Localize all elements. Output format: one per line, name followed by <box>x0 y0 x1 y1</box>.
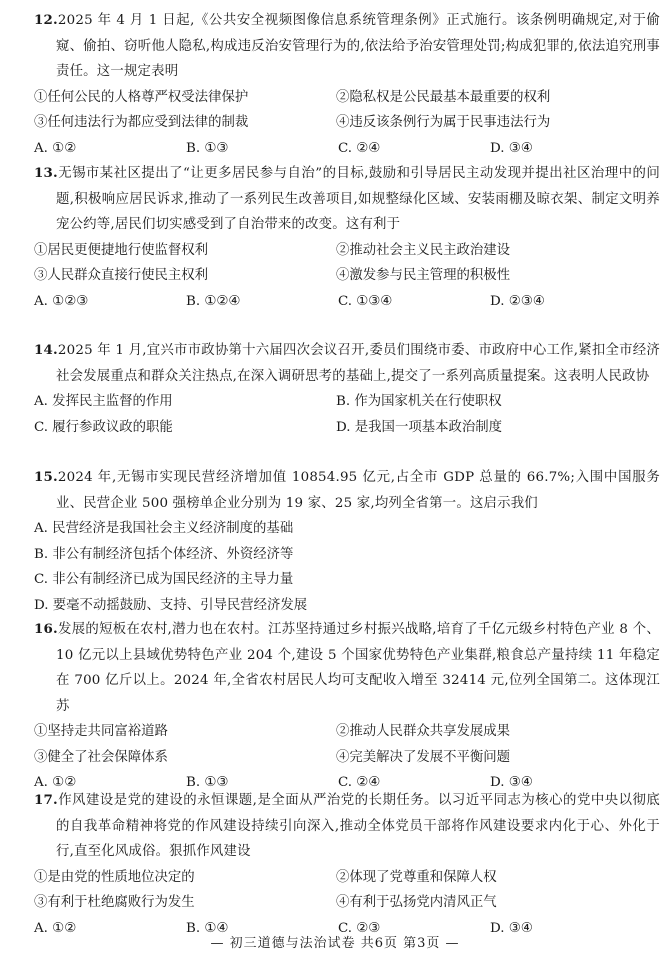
choice-a: A. ①② <box>34 140 77 156</box>
choice-b: B. ①④ <box>186 920 229 936</box>
statement-row <box>34 719 660 745</box>
question-13 <box>34 161 660 314</box>
choice-c: C. 履行参政议政的职能 <box>34 419 173 435</box>
choice-c: C. ①③④ <box>338 293 393 309</box>
choice-a: A. ①②③ <box>34 293 89 309</box>
choice-b: B. 作为国家机关在行使职权 <box>336 394 502 409</box>
question-16 <box>34 617 660 796</box>
choice-c: C. ②④ <box>338 140 381 156</box>
question-stem: 17.作风建设是党的建设的永恒课题,是全面从严治党的长期任务。以习近平同志为核心的党中央以彻底的自我革命精神将党的作风建设持续引向深入,推动全体党员干部将作风建设要求内化于心、外化于行,直至化风成俗。狠抓作风建设 <box>34 792 660 859</box>
statement: ③任何违法行为都应受到法律的制裁 <box>34 115 249 130</box>
choice-c: C. 非公有制经济已成为国民经济的主导力量 <box>34 572 294 587</box>
choice-d: D. 是我国一项基本政治制度 <box>336 419 503 435</box>
question-14 <box>34 338 660 440</box>
page-footer: — 初三道德与法治试卷 共6页 第3页 — <box>210 936 460 951</box>
statement: ②隐私权是公民最基本最重要的权利 <box>336 89 551 105</box>
statement: ①任何公民的人格尊严权受法律保护 <box>34 89 249 105</box>
question-17 <box>34 788 660 941</box>
choice-b: B. ①③ <box>186 140 229 156</box>
choice-d: D. ③④ <box>490 775 533 790</box>
choice-c: C. ②③ <box>338 920 381 936</box>
question-stem: 14.2025 年 1 月,宜兴市市政协第十六届四次会议召开,委员们围绕市委、市政府中心工作,紧扣全市经济社会发展重点和群众关注热点,在深入调研思考的基础上,提交了一系列高质量提案。这表明人民政协 <box>34 342 660 384</box>
statement: ④违反该条例行为属于民事违法行为 <box>336 115 551 130</box>
choice-c: C. ②④ <box>338 775 381 790</box>
option-row <box>34 542 660 568</box>
statement: ①是由党的性质地位决定的 <box>34 869 195 885</box>
option-row <box>34 389 660 415</box>
question-12 <box>34 8 660 161</box>
choice-d: D. 要毫不动摇鼓励、支持、引导民营经济发展 <box>34 597 308 613</box>
option-row <box>34 516 660 542</box>
choice-row <box>34 289 660 315</box>
question-stem: 13.无锡市某社区提出了“让更多居民参与自治”的目标,鼓励和引导居民主动发现并提出社区治理中的问题,积极响应居民诉求,推动了一系列民生改善项目,如规整绿化区域、安装雨棚及晾衣架、制定文明养宠公约等,居民们切实感受到了自治带来的改变。这有利于 <box>34 165 660 232</box>
choice-b: B. ①②④ <box>186 293 241 309</box>
statement-row <box>34 745 660 771</box>
statement: ④激发参与民主管理的积极性 <box>336 268 511 283</box>
choice-row <box>34 136 660 162</box>
option-row <box>34 567 660 593</box>
statement: ④有利于弘扬党内清风正气 <box>336 895 497 910</box>
question-stem: 15.2024 年,无锡市实现民营经济增加值 10854.95 亿元,占全市 GDP 总量的 66.7%;入围中国服务业、民营企业 500 强榜单企业分别为 19 家、25 家,均列全省第一。这启示我们 <box>34 469 660 511</box>
statement-row <box>34 110 660 136</box>
statement-row <box>34 865 660 891</box>
statement: ③人民群众直接行使民主权利 <box>34 268 209 283</box>
choice-d: D. ③④ <box>490 140 533 156</box>
choice-a: A. 发挥民主监督的作用 <box>34 394 173 409</box>
choice-a: A. ①② <box>34 920 77 936</box>
question-stem: 12.2025 年 4 月 1 日起,《公共安全视频图像信息系统管理条例》正式施行。该条例明确规定,对于偷窥、偷拍、窃听他人隐私,构成违反治安管理行为的,依法给予治安管理处罚;构成犯罪的,依法追究刑事责任。这一规定表明 <box>34 12 660 79</box>
choice-b: B. 非公有制经济包括个体经济、外资经济等 <box>34 546 294 562</box>
question-15 <box>34 465 660 618</box>
statement-row <box>34 263 660 289</box>
choice-a: A. 民营经济是我国社会主义经济制度的基础 <box>34 521 294 536</box>
statement-row <box>34 890 660 916</box>
choice-a: A. ①② <box>34 775 77 790</box>
statement: ②体现了党尊重和保障人权 <box>336 869 497 885</box>
option-row <box>34 415 660 441</box>
question-stem: 16.发展的短板在农村,潜力也在农村。江苏坚持通过乡村振兴战略,培育了千亿元级乡村特色产业 8 个、10 亿元以上县域优势特色产业 204 个,建设 5 个国家优势特色产业集群,粮食总产量持续 11 年稳定在 700 亿斤以上。2024 年,全省农村居民人均可支配收入增至 32414 元,位列全国第二。这体现江苏 <box>34 621 660 714</box>
option-row <box>34 593 660 619</box>
statement-row <box>34 85 660 111</box>
statement: ③有利于杜绝腐败行为发生 <box>34 895 195 910</box>
statement-row <box>34 238 660 264</box>
statement: ③健全了社会保障体系 <box>34 749 168 765</box>
statement: ②推动社会主义民主政治建设 <box>336 242 511 258</box>
choice-d: D. ②③④ <box>490 293 545 309</box>
statement: ④完美解决了发展不平衡问题 <box>336 749 511 765</box>
statement: ①居民更便捷地行使监督权利 <box>34 242 209 258</box>
statement: ②推动人民群众共享发展成果 <box>336 724 511 739</box>
statement: ①坚持走共同富裕道路 <box>34 724 168 739</box>
choice-b: B. ①③ <box>186 775 229 790</box>
choice-d: D. ③④ <box>490 920 533 936</box>
